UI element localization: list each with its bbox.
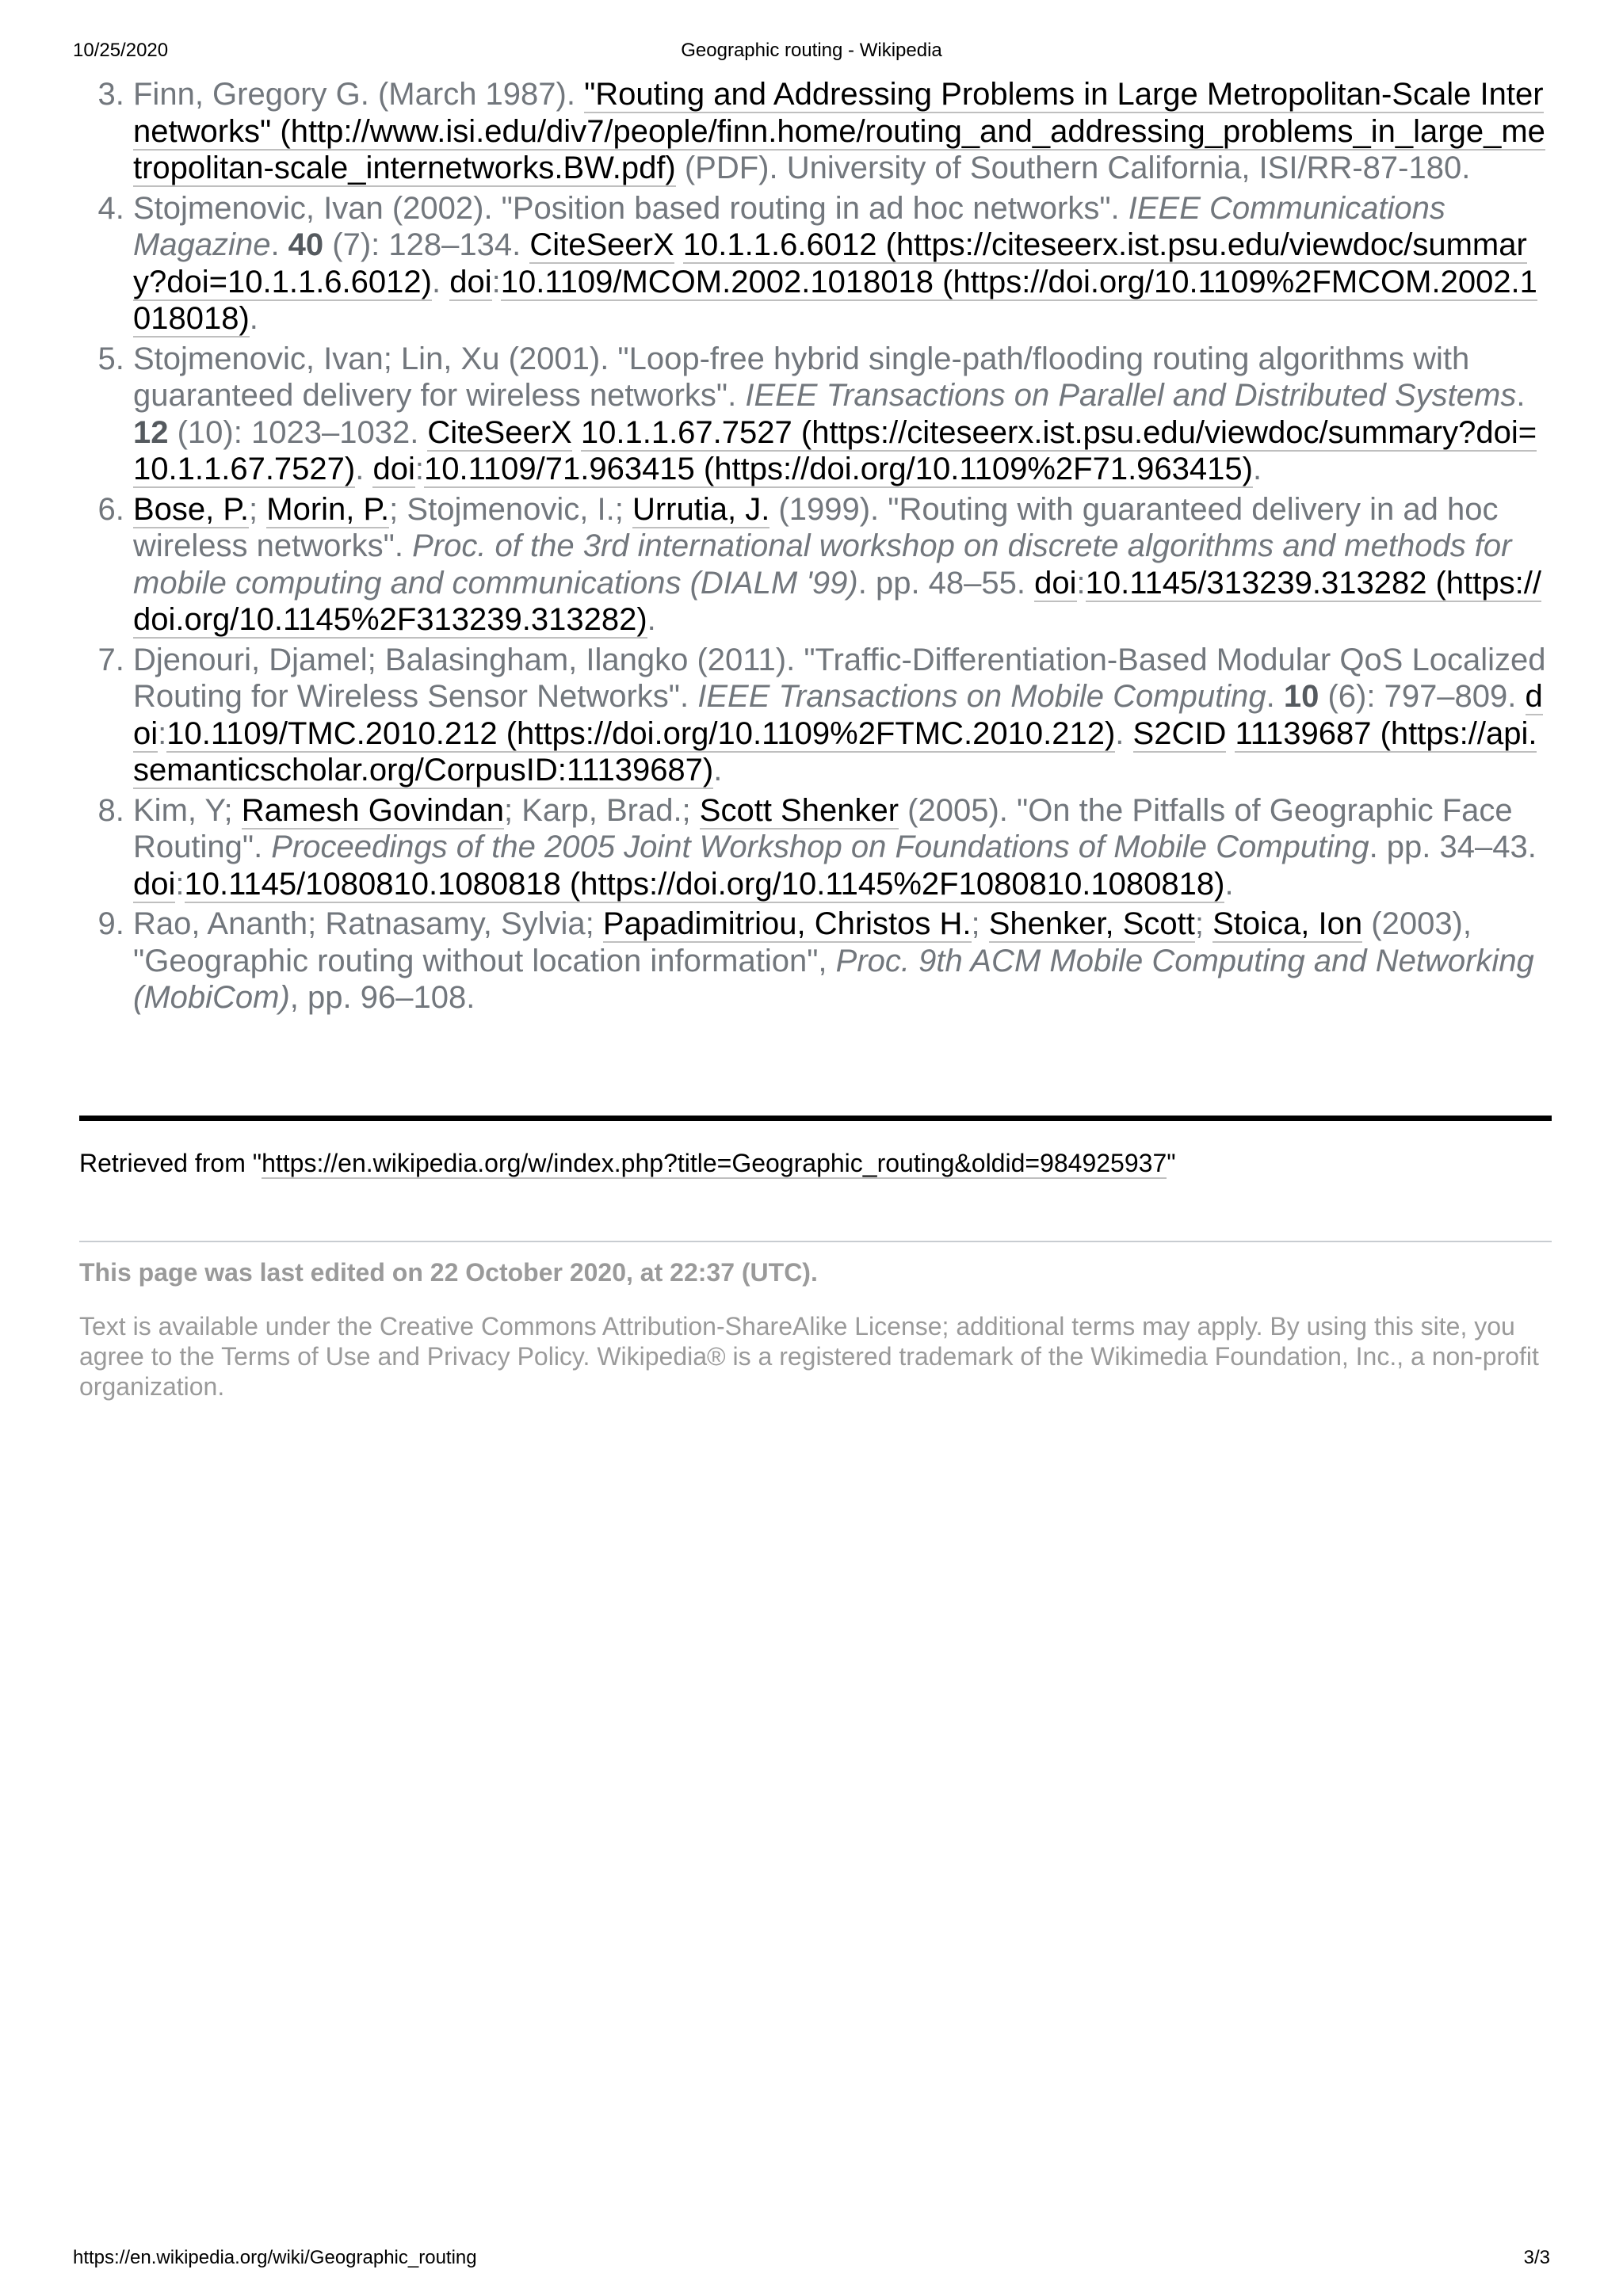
retrieved-prefix: Retrieved from " [79, 1149, 262, 1177]
reference-text: : [175, 866, 185, 902]
reference-text: ; Karp, Brad.; [504, 792, 700, 828]
reference-text: . [1516, 378, 1526, 413]
references-list [79, 76, 1552, 1016]
reference-text: : [1076, 565, 1086, 601]
volume-number: 12 [133, 414, 169, 450]
print-header [73, 40, 1550, 65]
volume-number: 40 [288, 227, 324, 262]
reference-text: : [491, 264, 501, 299]
citeseerx-id-link[interactable]: 10.1.1.6.6012 (https://citeseerx.ist.psu.edu/viewdoc/summary?doi=10.1.1.6.6012) [133, 227, 1527, 299]
doi-id-link[interactable]: 10.1109/MCOM.2002.1018018 (https://doi.org/10.1109%2FMCOM.2002.1018018) [133, 264, 1537, 336]
author-link[interactable]: Bose, P. [133, 491, 250, 527]
reference-text: (1999). "Routing with guaranteed delivery in ad hoc wireless networks". [133, 491, 1499, 563]
doi-link[interactable]: doi [449, 264, 492, 299]
reference-item-7 [133, 642, 1552, 789]
reference-text: . [355, 452, 373, 486]
reference-text: Kim, Y; [133, 792, 242, 828]
author-link[interactable]: Papadimitriou, Christos H. [602, 906, 972, 941]
author-link[interactable]: Scott Shenker [699, 792, 899, 828]
reference-text: . [647, 602, 656, 637]
citeseerx-id-link[interactable]: 10.1.1.67.7527 (https://citeseerx.ist.psu.edu/viewdoc/summary?doi=10.1.1.67.7527) [133, 414, 1537, 486]
s2cid-id-link[interactable]: 11139687 (https://api.semanticscholar.org/CorpusID:11139687) [133, 715, 1537, 788]
retrieved-from [79, 1149, 1176, 1178]
reference-item-3 [133, 76, 1552, 187]
doi-link[interactable]: doi [133, 866, 176, 902]
reference-text: ; [1194, 906, 1213, 941]
reference-text: . [431, 264, 450, 299]
license-notice: Text is available under the Creative Commons Attribution-ShareAlike License; additional terms may apply. By using this site, you agree to the Terms of Use and Privacy Policy. Wikipedia® is a registered trademark of the Wikimedia Foundation, Inc., a non-profit organization. [79, 1312, 1539, 1401]
journal-name: IEEE Transactions on Mobile Computing [697, 679, 1266, 714]
reference-text: : [158, 715, 167, 751]
reference-text: . pp. 34–43. [1369, 830, 1537, 864]
journal-name: Proc. of the 3rd international workshop on discrete algorithms and methods for mobile computing and communications (DIALM '99) [133, 528, 1512, 601]
reference-text: (6): 797–809. [1319, 679, 1526, 714]
print-page-title: Geographic routing - Wikipedia [681, 40, 942, 61]
reference-text: . [249, 301, 258, 336]
reference-text: Finn, Gregory G. (March 1987). [133, 77, 585, 112]
print-footer [73, 2247, 1550, 2272]
author-link[interactable]: Shenker, Scott [988, 906, 1195, 941]
volume-number: 10 [1283, 679, 1319, 714]
reference-text: . [270, 227, 288, 262]
reference-text [674, 227, 683, 262]
references-divider [79, 1116, 1552, 1121]
print-url: https://en.wikipedia.org/wiki/Geographic_routing [73, 2247, 477, 2268]
reference-text: . [1115, 715, 1133, 751]
retrieved-url-link[interactable]: https://en.wikipedia.org/w/index.php?title=Geographic_routing&oldid=984925937 [262, 1149, 1167, 1177]
doi-link[interactable]: doi [372, 452, 415, 486]
retrieved-suffix: " [1167, 1149, 1176, 1177]
print-page-number: 3/3 [1523, 2247, 1550, 2268]
citeseerx-link[interactable]: CiteSeerX [427, 414, 572, 450]
paper-pdf-link[interactable]: "Routing and Addressing Problems in Large Metropolitan-Scale Internetworks" (http://www.isi.edu/div7/people/finn.home/routing_and_addressing_problems_in_large_metropolitan-scale_internetworks.BW.pdf) [133, 77, 1545, 185]
doi-id-link[interactable]: 10.1145/1080810.1080818 (https://doi.org/10.1145%2F1080810.1080818) [184, 866, 1225, 902]
journal-name: Proceedings of the 2005 Joint Workshop on Foundations of Mobile Computing [271, 830, 1369, 864]
reference-text: , pp. 96–108. [289, 980, 475, 1015]
author-link[interactable]: Ramesh Govindan [241, 792, 504, 828]
footer-divider [79, 1241, 1552, 1242]
citeseerx-link[interactable]: CiteSeerX [529, 227, 674, 262]
references-section [79, 76, 1552, 1020]
author-link[interactable]: Morin, P. [266, 491, 390, 527]
reference-text: ; [971, 906, 989, 941]
reference-text: (7): 128–134. [323, 227, 530, 262]
reference-text: . [1266, 679, 1284, 714]
doi-link[interactable]: doi [133, 679, 1543, 751]
reference-text: ; Stojmenovic, I.; [389, 491, 632, 527]
reference-text: Rao, Ananth; Ratnasamy, Sylvia; [133, 906, 603, 941]
reference-text: (10): 1023–1032. [168, 414, 428, 450]
author-link[interactable]: Urrutia, J. [632, 491, 770, 527]
doi-id-link[interactable]: 10.1145/313239.313282 (https://doi.org/10.1145%2F313239.313282) [133, 565, 1541, 637]
reference-text: (2005). "On the Pitfalls of Geographic Face Routing". [133, 792, 1513, 864]
journal-name: IEEE Transactions on Parallel and Distributed Systems [745, 378, 1517, 413]
reference-text [572, 415, 581, 450]
reference-item-9 [133, 906, 1552, 1016]
doi-id-link[interactable]: 10.1109/TMC.2010.212 (https://doi.org/10.1109%2FTMC.2010.212) [166, 715, 1116, 751]
doi-link[interactable]: doi [1034, 565, 1077, 601]
reference-text: (2003), "Geographic routing without location information", [133, 906, 1472, 978]
journal-name: Proc. 9th ACM Mobile Computing and Networking (MobiCom) [133, 943, 1534, 1015]
reference-text: (PDF). University of Southern California, ISI/RR-87-180. [675, 151, 1471, 185]
reference-item-5 [133, 341, 1552, 488]
reference-text: : [414, 452, 424, 486]
reference-item-4 [133, 190, 1552, 338]
last-edited-notice: This page was last edited on 22 October 2020, at 22:37 (UTC). [79, 1258, 818, 1287]
reference-item-6 [133, 491, 1552, 639]
author-link[interactable]: Stoica, Ion [1212, 906, 1363, 941]
reference-text: . [1252, 452, 1262, 486]
reference-text: . pp. 48–55. [857, 565, 1035, 601]
s2cid-link[interactable]: S2CID [1132, 715, 1227, 751]
doi-id-link[interactable]: 10.1109/71.963415 (https://doi.org/10.1109%2F71.963415) [423, 452, 1253, 486]
reference-text [1226, 716, 1235, 751]
reference-text: Stojmenovic, Ivan (2002). "Position based routing in ad hoc networks". [133, 190, 1128, 226]
journal-name: IEEE Communications Magazine [133, 190, 1445, 262]
print-date: 10/25/2020 [73, 40, 169, 61]
reference-text: ; [249, 491, 267, 527]
reference-text: . [713, 753, 723, 788]
reference-item-8 [133, 792, 1552, 903]
reference-text: Djenouri, Djamel; Balasingham, Ilangko (2011). "Traffic-Differentiation-Based Modular QoS Localized Routing for Wireless Sensor Networks". [133, 642, 1546, 714]
reference-text: Stojmenovic, Ivan; Lin, Xu (2001). "Loop-free hybrid single-path/flooding routing algorithms with guaranteed delivery for wireless networks". [133, 341, 1470, 413]
reference-text: . [1224, 866, 1234, 902]
